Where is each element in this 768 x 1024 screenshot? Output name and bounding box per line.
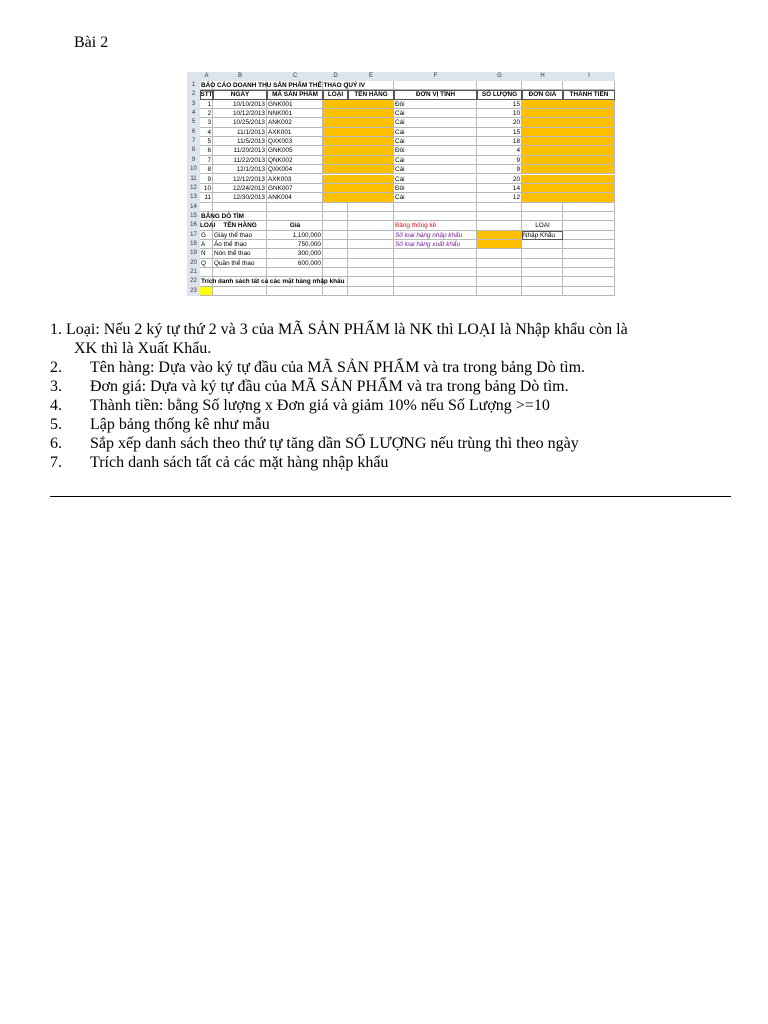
instruction-item-6 [50, 434, 730, 453]
cell-background [323, 268, 348, 277]
date-cell: 11/22/2013 [233, 156, 265, 164]
cell-background [477, 249, 522, 258]
cell-background [477, 240, 522, 249]
cell-background [394, 268, 477, 277]
cell-background [323, 156, 394, 165]
unit-cell: Cái [395, 128, 405, 136]
cell-background [323, 175, 394, 184]
cell-background [267, 287, 323, 296]
item-number: 2. [50, 359, 62, 376]
column-header: H [540, 73, 545, 79]
cell-background [477, 221, 522, 230]
cell-background [477, 277, 522, 286]
cell-background [348, 240, 394, 249]
stt-cell: 10 [203, 184, 211, 192]
cell-background [522, 137, 615, 146]
stats-row-label: Số loại hàng xuất khẩu [395, 240, 461, 248]
lookup-name: Nón thể thao [214, 250, 251, 258]
unit-cell: Cái [395, 119, 405, 127]
item-text: Trích danh sách tất cả các mặt hàng nhập khẩu [90, 454, 389, 471]
quantity-cell: 15 [512, 100, 520, 108]
row-number: 8 [191, 147, 196, 154]
row-number: 1 [191, 82, 196, 88]
column-header: C [292, 73, 298, 79]
cell-background [522, 128, 615, 137]
row-number: 14 [190, 203, 197, 210]
cell-background [522, 287, 563, 296]
cell-background [563, 268, 615, 277]
lookup-code: G [201, 231, 206, 239]
table-header: TÊN HÀNG [354, 91, 388, 99]
extract-title: Trích danh sách tất cả các mặt hàng nhập khẩu [201, 278, 345, 286]
lookup-price: 300,000 [297, 250, 321, 258]
stats-value: Nhập Khẩu [523, 231, 555, 239]
item-text: Lập bảng thống kê như mẫu [90, 416, 270, 433]
cell-background [213, 203, 267, 212]
stt-cell: 8 [207, 166, 211, 174]
cell-background [522, 175, 615, 184]
table-header: ĐƠN GIÁ [528, 91, 557, 99]
cell-background [563, 259, 615, 268]
horizontal-rule [50, 496, 731, 497]
lookup-header: TÊN HÀNG [223, 222, 257, 230]
cell-background [563, 203, 615, 212]
cell-background [323, 137, 394, 146]
report-title: BÁO CÁO DOANH THU SẢN PHẨM THỂ THAO QUÝ IV [201, 82, 366, 89]
cell-background [348, 221, 394, 230]
lookup-code: N [201, 250, 206, 258]
row-number: 15 [190, 212, 197, 219]
cell-background [323, 231, 348, 240]
cell-background [522, 212, 563, 221]
cell-background [522, 109, 615, 118]
item-text: Thành tiền: bằng Số lượng x Đơn giá và giảm 10% nếu Số Lượng >=10 [90, 397, 550, 414]
stt-cell: 4 [207, 128, 211, 136]
instruction-item-4 [50, 396, 730, 415]
item-number: 4. [50, 397, 62, 414]
row-number: 5 [191, 119, 196, 126]
quantity-cell: 20 [512, 119, 520, 127]
cell-background [522, 184, 615, 193]
exercise-title: Bài 2 [74, 34, 109, 51]
lookup-name: Áo thể thao [214, 240, 247, 248]
unit-cell: Đôi [395, 184, 405, 192]
cell-background [394, 203, 477, 212]
cell-background [348, 212, 394, 221]
date-cell: 11/1/2013 [237, 128, 265, 136]
cell-background [522, 118, 615, 127]
cell-background [200, 203, 213, 212]
stats-header: LOẠI [535, 222, 550, 230]
date-cell: 12/1/2013 [236, 166, 265, 174]
column-header: D [333, 73, 338, 79]
cell-background [323, 128, 394, 137]
row-number-column [187, 81, 200, 296]
item-number: 3. [50, 378, 62, 395]
lookup-code: A [201, 240, 206, 248]
row-number: 23 [190, 287, 197, 294]
cell-background [563, 249, 615, 258]
row-number: 9 [191, 156, 196, 163]
date-cell: 10/10/2013 [233, 100, 265, 108]
unit-cell: Đôi [395, 147, 405, 155]
row-number: 16 [190, 222, 197, 229]
cell-background [323, 146, 394, 155]
date-cell: 12/24/2013 [233, 184, 265, 192]
cell-background [477, 231, 522, 240]
item-number: 7. [50, 454, 62, 471]
cell-background [323, 221, 348, 230]
table-header: ĐƠN VỊ TÍNH [415, 91, 456, 99]
quantity-cell: 18 [512, 138, 520, 146]
date-cell: 12/12/2013 [233, 175, 265, 183]
cell-background [267, 203, 323, 212]
table-header: STT [200, 91, 213, 99]
cell-background [323, 203, 348, 212]
product-code-cell: QXK003 [268, 138, 293, 146]
cell-background [323, 184, 394, 193]
cell-background [522, 203, 563, 212]
stt-cell: 11 [204, 194, 211, 202]
cell-background [323, 100, 394, 109]
unit-cell: Cái [395, 110, 405, 118]
stt-cell: 1 [207, 100, 211, 108]
date-cell: 11/5/2013 [237, 138, 265, 146]
cell-background [477, 212, 522, 221]
quantity-cell: 20 [512, 175, 520, 183]
instruction-item-2 [50, 358, 730, 377]
stt-cell: 6 [207, 147, 211, 155]
quantity-cell: 4 [516, 147, 520, 155]
cell-background [477, 268, 522, 277]
product-code-cell: GNK005 [268, 147, 293, 155]
product-code-cell: NNK001 [268, 110, 293, 118]
column-header-row [187, 72, 615, 81]
cell-background [477, 259, 522, 268]
cell-background [323, 287, 348, 296]
instruction-item-3 [50, 377, 730, 396]
row-number: 10 [190, 166, 197, 173]
table-header: MÃ SẢN PHẨM [272, 91, 318, 99]
cell-background [563, 231, 615, 240]
cell-background [522, 240, 563, 249]
unit-cell: Cái [395, 194, 405, 202]
cell-background [522, 100, 615, 109]
cell-background [477, 203, 522, 212]
lookup-price: 600,000 [297, 259, 321, 267]
cell-background [394, 259, 477, 268]
cell-background [563, 221, 615, 230]
row-number: 12 [190, 184, 197, 191]
date-cell: 12/30/2013 [233, 194, 265, 202]
lookup-name: Quần thể thao [214, 259, 255, 267]
column-header: F [433, 73, 438, 79]
product-code-cell: GNK001 [268, 100, 293, 108]
cell-background [323, 193, 394, 202]
lookup-code: Q [201, 259, 206, 267]
spreadsheet-image [187, 72, 615, 296]
row-number: 7 [191, 138, 196, 145]
cell-background [348, 203, 394, 212]
table-header: LOẠI [327, 91, 344, 99]
cell-background [522, 268, 563, 277]
row-number: 11 [190, 175, 197, 182]
item-text: Đơn giá: Dựa và ký tự đầu của MÃ SẢN PHẨM và tra trong bảng Dò tìm. [90, 378, 569, 395]
product-code-cell: GNK007 [268, 184, 293, 192]
row-number: 19 [190, 250, 197, 257]
cell-background [323, 212, 348, 221]
item-text: Tên hàng: Dựa vào ký tự đầu của MÃ SẢN PHẨM và tra trong bảng Dò tìm. [90, 359, 586, 376]
table-header: NGÀY [230, 91, 250, 99]
stt-cell: 5 [207, 138, 211, 146]
cell-background [267, 268, 323, 277]
table-header: SỐ LƯỢNG [481, 91, 518, 99]
stats-title: Bảng thống kê [395, 222, 437, 230]
row-number: 22 [190, 278, 197, 285]
instruction-item-1-line1: 1. Loại: Nếu 2 ký tự thứ 2 và 3 của MÃ SẢN PHẨM là NK thì LOẠI là Nhập khẩu còn là [50, 321, 628, 338]
date-cell: 10/25/2013 [233, 119, 265, 127]
unit-cell: Đôi [395, 100, 405, 108]
quantity-cell: 9 [516, 166, 520, 174]
unit-cell: Cái [395, 156, 405, 164]
cell-background [323, 165, 394, 174]
product-code-cell: AXK003 [268, 175, 292, 183]
cell-background [522, 193, 615, 202]
product-code-cell: ANK004 [268, 194, 292, 202]
column-header: A [204, 73, 209, 79]
instruction-item-1-line2: XK thì là Xuất Khẩu. [74, 340, 212, 357]
quantity-cell: 15 [512, 128, 520, 136]
row-number: 3 [191, 100, 196, 107]
cell-background [348, 249, 394, 258]
lookup-header: Giá [289, 222, 301, 230]
cell-background [563, 287, 615, 296]
row-number: 18 [190, 240, 197, 247]
item-number: 6. [50, 435, 62, 452]
quantity-cell: 14 [512, 184, 520, 192]
row-number: 21 [190, 269, 197, 275]
row-number: 17 [190, 231, 197, 238]
item-number: 5. [50, 416, 62, 433]
product-code-cell: AXK001 [268, 128, 292, 136]
cell-background [348, 231, 394, 240]
cell-background [348, 259, 394, 268]
stt-cell: 2 [207, 110, 211, 118]
cell-background [200, 287, 213, 296]
row-number: 13 [190, 194, 197, 201]
quantity-cell: 12 [512, 194, 520, 202]
stt-cell: 3 [207, 119, 211, 127]
row-number: 4 [191, 110, 196, 117]
instruction-item-1 [50, 320, 730, 358]
cell-background [394, 212, 477, 221]
cell-background [213, 268, 267, 277]
cell-background [348, 268, 394, 277]
cell-background [563, 277, 615, 286]
cell-background [563, 212, 615, 221]
row-number: 6 [191, 128, 196, 135]
lookup-price: 750,000 [297, 240, 321, 248]
cell-background [323, 249, 348, 258]
instruction-item-7 [50, 453, 730, 472]
row-number: 20 [190, 259, 197, 266]
cell-background [522, 146, 615, 155]
unit-cell: Cái [395, 175, 405, 183]
quantity-cell: 10 [512, 110, 520, 118]
date-cell: 11/20/2013 [233, 147, 265, 155]
item-text: Sắp xếp danh sách theo thứ tự tăng dần SỐ LƯỢNG nếu trùng thì theo ngày [90, 435, 579, 452]
stt-cell: 9 [207, 175, 211, 183]
unit-cell: Cái [395, 166, 405, 174]
cell-background [394, 249, 477, 258]
stt-cell: 7 [207, 156, 211, 164]
column-header: E [368, 73, 373, 79]
cell-background [348, 287, 394, 296]
cell-background [563, 240, 615, 249]
cell-background [522, 156, 615, 165]
lookup-price: 1,100,000 [292, 231, 321, 239]
product-code-cell: ANK002 [268, 119, 292, 127]
row-number: 2 [191, 91, 196, 98]
instruction-item-5 [50, 415, 730, 434]
cell-background [522, 277, 563, 286]
product-code-cell: QNK002 [268, 156, 293, 164]
cell-background [323, 240, 348, 249]
date-cell: 10/12/2013 [233, 110, 265, 118]
cell-background [477, 287, 522, 296]
column-header: B [237, 73, 242, 79]
cell-background [522, 259, 563, 268]
cell-background [323, 109, 394, 118]
stats-row-label: Số loại hàng nhập khẩu [395, 231, 463, 239]
column-header: I [588, 73, 590, 79]
instruction-list [50, 320, 730, 472]
cell-background [323, 259, 348, 268]
table-header: THÀNH TIỀN [569, 91, 609, 99]
unit-cell: Cái [395, 138, 405, 146]
cell-background [213, 287, 267, 296]
lookup-title: BẢNG DÒ TÌM [201, 212, 244, 220]
cell-background [200, 268, 213, 277]
cell-background [323, 118, 394, 127]
cell-background [394, 287, 477, 296]
product-code-cell: QXK004 [268, 166, 293, 174]
cell-background [522, 165, 615, 174]
column-header: G [497, 73, 502, 79]
quantity-cell: 9 [516, 156, 520, 164]
lookup-header: LOẠI [200, 222, 216, 230]
lookup-name: Giày thể thao [214, 231, 253, 239]
cell-background [522, 249, 563, 258]
